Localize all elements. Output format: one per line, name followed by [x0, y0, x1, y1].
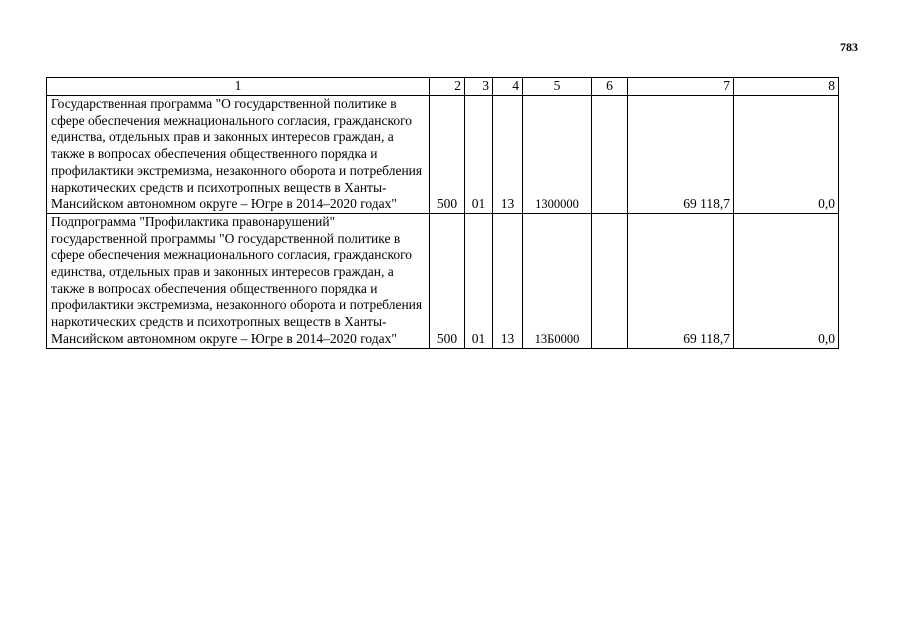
amount-cell-7: 69 118,7 [628, 213, 734, 348]
table-row [47, 213, 839, 348]
header-row [47, 78, 839, 96]
header-cell-4: 4 [493, 78, 523, 96]
header-cell-8: 8 [734, 78, 839, 96]
code-cell-3: 01 [465, 96, 493, 214]
header-cell-6: 6 [592, 78, 628, 96]
page-number: 783 [840, 40, 858, 54]
code-cell-2: 500 [430, 213, 465, 348]
header-cell-3: 3 [465, 78, 493, 96]
amount-cell-8: 0,0 [734, 213, 839, 348]
code-cell-2: 500 [430, 96, 465, 214]
budget-table [46, 77, 839, 349]
header-cell-5: 5 [523, 78, 592, 96]
code-cell-4: 13 [493, 96, 523, 214]
header-cell-1: 1 [47, 78, 430, 96]
program-name-cell: Государственная программа "О государственной политике в сфере обеспечения межнационального согласия, гражданского единства, отдельных прав и законных интересов граждан, а также в вопросах обеспечения общественного порядка и профилактики экстремизма, незаконного оборота и потребления наркотических средств и психотропных веществ в Ханты-Мансийском автономном округе – Югре в 2014–2020 годах" [47, 96, 430, 214]
code-cell-4: 13 [493, 213, 523, 348]
code-cell-3: 01 [465, 213, 493, 348]
header-cell-7: 7 [628, 78, 734, 96]
amount-cell-7: 69 118,7 [628, 96, 734, 214]
code-cell-6 [592, 96, 628, 214]
header-cell-2: 2 [430, 78, 465, 96]
amount-cell-8: 0,0 [734, 96, 839, 214]
code-cell-5: 1300000 [523, 96, 592, 214]
code-cell-6 [592, 213, 628, 348]
table-row [47, 96, 839, 214]
subprogram-name-cell: Подпрограмма "Профилактика правонарушений" государственной программы "О государственной политике в сфере обеспечения межнационального согласия, гражданского единства, отдельных прав и законных интересов граждан, а также в вопросах обеспечения общественного порядка и профилактики экстремизма, незаконного оборота и потребления наркотических средств и психотропных веществ в Ханты-Мансийском автономном округе – Югре в 2014–2020 годах" [47, 213, 430, 348]
code-cell-5: 13Б0000 [523, 213, 592, 348]
